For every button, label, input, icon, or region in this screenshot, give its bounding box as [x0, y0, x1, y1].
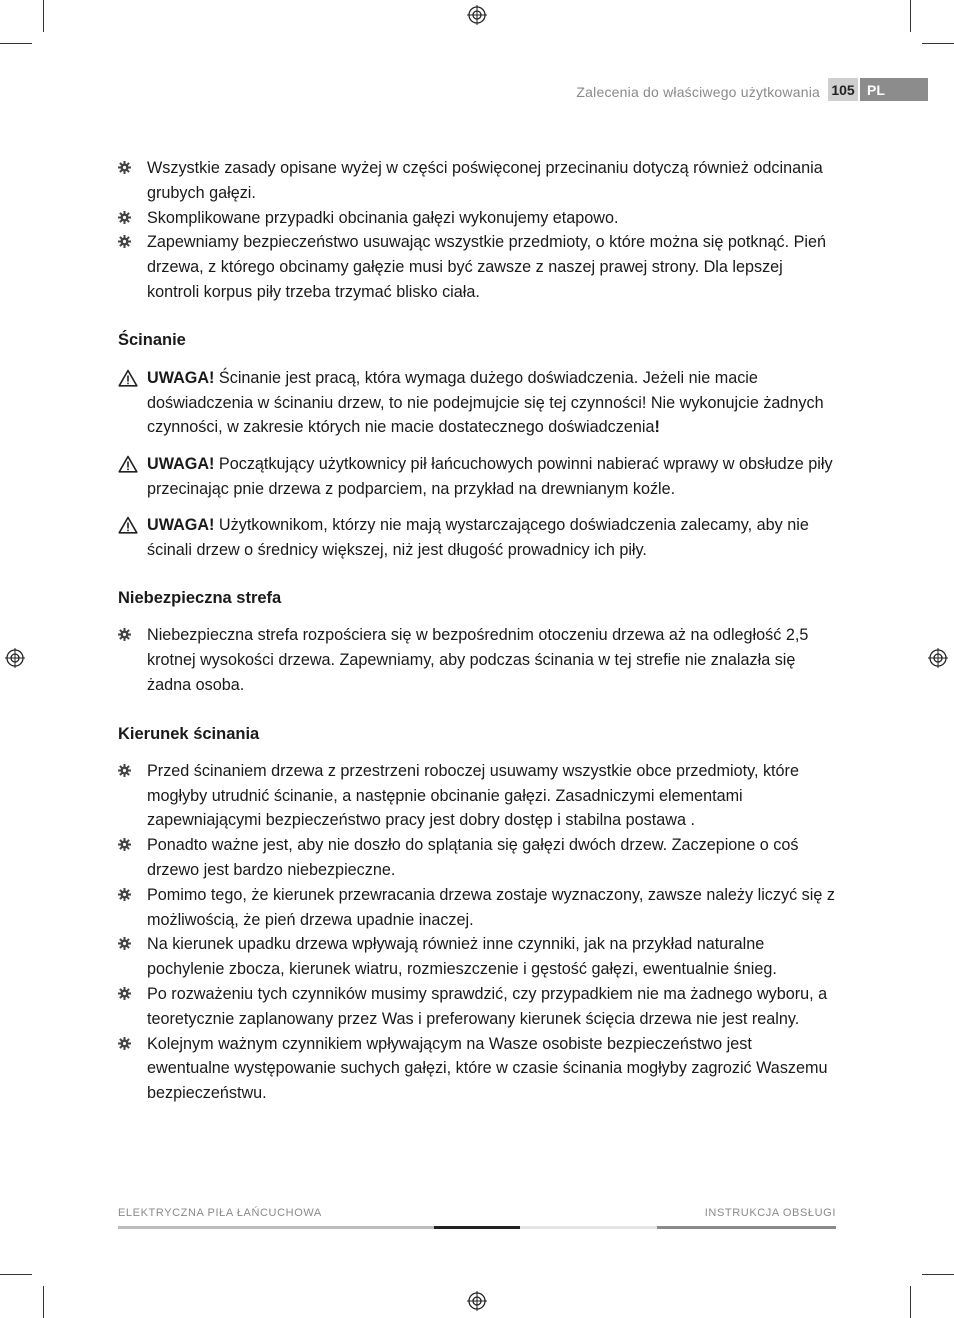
- section-heading-felling: Ścinanie: [118, 330, 186, 349]
- gear-bullet-icon: [118, 235, 131, 248]
- list-item: [118, 883, 838, 933]
- list-item-text: Wszystkie zasady opisane wyżej w części poświęconej przecinaniu dotyczą również odcinania grubych gałęzi.: [147, 159, 823, 202]
- section-heading-danger-zone: Niebezpieczna strefa: [118, 589, 282, 608]
- list-item-text: Kolejnym ważnym czynnikiem wpływającym na Wasze osobiste bezpieczeństwo jest ewentualne występowanie suchych gałęzi, które w czasie ścinania mogłyby zagrozić Waszemu bezpieczeństwu.: [147, 1034, 828, 1103]
- footer-doc-type: INSTRUKCJA OBSŁUGI: [704, 1207, 836, 1219]
- crop-mark: [43, 0, 44, 32]
- list-item: [118, 759, 838, 833]
- warning-label: UWAGA!: [147, 455, 215, 474]
- crop-mark: [0, 43, 32, 44]
- crop-mark: [922, 1274, 954, 1275]
- registration-mark-icon: [467, 5, 487, 25]
- language-tag: PL: [860, 78, 928, 101]
- footer-divider-faint: [520, 1226, 657, 1229]
- warning-triangle-icon: [118, 455, 138, 473]
- warning-tail: !: [654, 418, 660, 437]
- list-item: [118, 1032, 838, 1106]
- warning-triangle-icon: [118, 369, 138, 387]
- danger-zone-bullet-list: [118, 623, 838, 697]
- gear-bullet-icon: [118, 211, 131, 224]
- warning-label: UWAGA!: [147, 368, 215, 387]
- gear-bullet-icon: [118, 937, 131, 950]
- section-heading-felling-direction: Kierunek ścinania: [118, 724, 260, 743]
- registration-mark-icon: [5, 648, 25, 668]
- footer-divider-light: [118, 1226, 434, 1229]
- warning-triangle-icon: [118, 516, 138, 534]
- crop-mark: [0, 1274, 32, 1275]
- footer-divider-dark: [434, 1226, 520, 1229]
- list-item-text: Zapewniamy bezpieczeństwo usuwając wszystkie przedmioty, o które można się potknąć. Pień drzewa, z którego obcinamy gałęzie musi być zawsze z naszej prawej strony. Dla lepszej kontroli korpus piły trzeba trzymać blisko ciała.: [147, 233, 826, 301]
- warning-text: Ścinanie jest pracą, która wymaga dużego doświadczenia. Jeżeli nie macie doświadczenia w ścinaniu drzew, to nie podejmujcie się tej czynności! Nie wykonujcie żadnych czynności, w zakresie których nie macie dostatecznego doświadczenia: [147, 368, 824, 437]
- list-item-text: Po rozważeniu tych czynników musimy sprawdzić, czy przypadkiem nie ma żadnego wyboru, a teoretycznie zaplanowany przez Was i preferowany kierunek ścięcia drzewa nie jest realny.: [147, 984, 828, 1028]
- warning-paragraph: [118, 366, 838, 440]
- registration-mark-icon: [928, 648, 948, 668]
- page-number: 105: [828, 78, 858, 101]
- warning-paragraph: [118, 513, 838, 563]
- list-item: [118, 156, 838, 206]
- list-item-text: Na kierunek upadku drzewa wpływają również inne czynniki, jak na przykład naturalne pochylenie zbocza, kierunek wiatru, rozmieszczenie i gęstość gałęzi, ewentualnie śnieg.: [147, 935, 777, 979]
- footer-product-name: ELEKTRYCZNA PIŁA ŁAŃCUCHOWA: [118, 1207, 322, 1219]
- gear-bullet-icon: [118, 888, 131, 901]
- page-body: [118, 156, 838, 1106]
- list-item: [118, 230, 838, 304]
- footer-divider-mid: [657, 1226, 836, 1229]
- list-item-text: Ponadto ważne jest, aby nie doszło do splątania się gałęzi dwóch drzew. Zaczepione o coś drzewo jest bardzo niebezpieczne.: [147, 836, 799, 879]
- list-item-text: Skomplikowane przypadki obcinania gałęzi wykonujemy etapowo.: [147, 208, 619, 227]
- crop-mark: [910, 0, 911, 32]
- list-item: [118, 623, 838, 697]
- list-item: [118, 833, 838, 883]
- list-item-text: Niebezpieczna strefa rozpościera się w bezpośrednim otoczeniu drzewa aż na odległość 2,5 krotnej wysokości drzewa. Zapewniamy, aby podczas ścinania w tej strefie nie znalazła się żadna osoba.: [147, 626, 809, 694]
- warning-paragraph: [118, 452, 838, 502]
- warning-text: Początkujący użytkownicy pił łańcuchowych powinni nabierać wprawy w obsłudze piły przecinając pnie drzewa z podparciem, na przykład na drewnianym koźle.: [147, 455, 833, 498]
- gear-bullet-icon: [118, 161, 131, 174]
- crop-mark: [43, 1286, 44, 1318]
- warning-text: Użytkownikom, którzy nie mają wystarczającego doświadczenia zalecamy, aby nie ścinali drzew o średnicy większej, niż jest długość prowadnicy ich piły.: [147, 515, 809, 559]
- gear-bullet-icon: [118, 628, 131, 641]
- gear-bullet-icon: [118, 838, 131, 851]
- warning-label: UWAGA!: [147, 515, 215, 534]
- list-item-text: Pomimo tego, że kierunek przewracania drzewa zostaje wyznaczony, zawsze należy liczyć się z możliwością, że pień drzewa upadnie inaczej.: [147, 885, 835, 929]
- gear-bullet-icon: [118, 764, 131, 777]
- list-item: [118, 206, 838, 231]
- list-item: [118, 982, 838, 1032]
- registration-mark-icon: [467, 1291, 487, 1311]
- felling-direction-bullet-list: [118, 759, 838, 1106]
- gear-bullet-icon: [118, 1037, 131, 1050]
- intro-bullet-list: [118, 156, 838, 305]
- running-header-title: Zalecenia do właściwego użytkowania: [576, 84, 820, 100]
- gear-bullet-icon: [118, 987, 131, 1000]
- list-item-text: Przed ścinaniem drzewa z przestrzeni roboczej usuwamy wszystkie obce przedmioty, które mogłyby utrudnić ścinanie, a następnie obcinanie gałęzi. Zasadniczymi elementami zapewniającymi bezpieczeństwo pracy jest dobry dostęp i stabilna postawa .: [147, 761, 799, 830]
- crop-mark: [922, 43, 954, 44]
- list-item: [118, 932, 838, 982]
- crop-mark: [910, 1286, 911, 1318]
